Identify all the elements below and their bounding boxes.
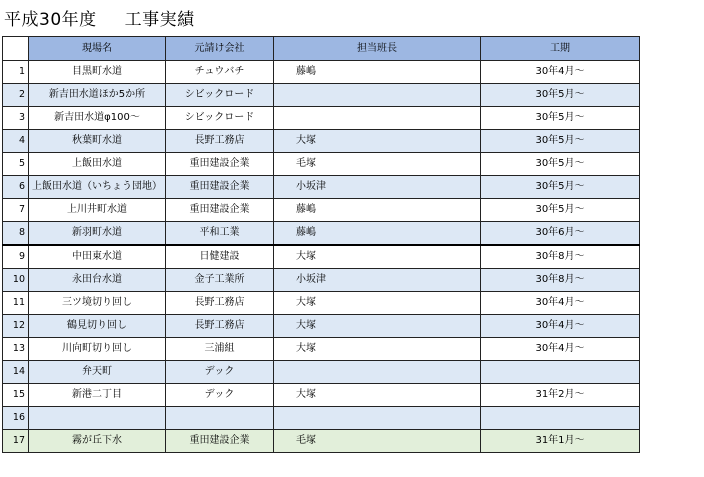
- period-cell: 30年4月～: [481, 61, 640, 84]
- site-name-cell: 目黒町水道: [29, 61, 166, 84]
- row-number: 10: [3, 269, 29, 292]
- contractor-cell: 重田建設企業: [166, 199, 274, 222]
- table-row: [3, 107, 640, 130]
- site-name-cell: 永田台水道: [29, 269, 166, 292]
- period-cell: 30年4月～: [481, 315, 640, 338]
- site-name-cell: 川向町切り回し: [29, 338, 166, 361]
- period-cell: [481, 361, 640, 384]
- period-cell: 30年4月～: [481, 338, 640, 361]
- title-subject: 工事実績: [124, 10, 195, 30]
- header-manager: 担当班長: [274, 37, 481, 61]
- table-body: [3, 61, 640, 453]
- site-name-cell: 秋葉町水道: [29, 130, 166, 153]
- table-row: [3, 315, 640, 338]
- period-cell: 30年5月～: [481, 84, 640, 107]
- row-number: 11: [3, 292, 29, 315]
- manager-cell: [274, 361, 481, 384]
- row-number: 2: [3, 84, 29, 107]
- table-row: [3, 222, 640, 246]
- row-number: 16: [3, 407, 29, 430]
- row-number: 7: [3, 199, 29, 222]
- period-cell: 30年5月～: [481, 199, 640, 222]
- table-row: [3, 269, 640, 292]
- row-number: 6: [3, 176, 29, 199]
- site-name-cell: 上飯田水道（いちょう団地）: [29, 176, 166, 199]
- contractor-cell: 三浦組: [166, 338, 274, 361]
- period-cell: 30年4月～: [481, 292, 640, 315]
- row-number: 1: [3, 61, 29, 84]
- site-name-cell: 鶴見切り回し: [29, 315, 166, 338]
- period-cell: 30年6月～: [481, 222, 640, 246]
- construction-record-table: [2, 36, 640, 453]
- table-row: [3, 199, 640, 222]
- period-cell: 30年5月～: [481, 130, 640, 153]
- site-name-cell: 三ツ境切り回し: [29, 292, 166, 315]
- manager-cell: [274, 84, 481, 107]
- site-name-cell: 上飯田水道: [29, 153, 166, 176]
- row-number: 15: [3, 384, 29, 407]
- row-number: 4: [3, 130, 29, 153]
- manager-cell: 大塚: [274, 384, 481, 407]
- manager-cell: 大塚: [274, 338, 481, 361]
- site-name-cell: 新吉田水道ほか5か所: [29, 84, 166, 107]
- contractor-cell: 重田建設企業: [166, 176, 274, 199]
- table-row: [3, 61, 640, 84]
- contractor-cell: 長野工務店: [166, 315, 274, 338]
- site-name-cell: 新吉田水道φ100～: [29, 107, 166, 130]
- table-row: [3, 176, 640, 199]
- row-number: 8: [3, 222, 29, 246]
- table-row: [3, 407, 640, 430]
- manager-cell: 大塚: [274, 130, 481, 153]
- site-name-cell: 上川井町水道: [29, 199, 166, 222]
- row-number: 12: [3, 315, 29, 338]
- period-cell: 30年8月～: [481, 245, 640, 269]
- manager-cell: 小坂津: [274, 269, 481, 292]
- table-row: [3, 130, 640, 153]
- site-name-cell: [29, 407, 166, 430]
- row-number: 5: [3, 153, 29, 176]
- row-number: 9: [3, 245, 29, 269]
- table-row: [3, 361, 640, 384]
- manager-cell: [274, 107, 481, 130]
- contractor-cell: 日健建設: [166, 245, 274, 269]
- manager-cell: 藤嶋: [274, 222, 481, 246]
- contractor-cell: 重田建設企業: [166, 153, 274, 176]
- contractor-cell: 長野工務店: [166, 130, 274, 153]
- contractor-cell: 金子工業所: [166, 269, 274, 292]
- period-cell: 30年5月～: [481, 153, 640, 176]
- site-name-cell: 弁天町: [29, 361, 166, 384]
- manager-cell: [274, 407, 481, 430]
- site-name-cell: 霧が丘下水: [29, 430, 166, 453]
- manager-cell: 大塚: [274, 315, 481, 338]
- table-row: [3, 338, 640, 361]
- manager-cell: 藤嶋: [274, 61, 481, 84]
- site-name-cell: 新港二丁目: [29, 384, 166, 407]
- row-number: 13: [3, 338, 29, 361]
- manager-cell: 藤嶋: [274, 199, 481, 222]
- contractor-cell: シビックロード: [166, 84, 274, 107]
- contractor-cell: デック: [166, 384, 274, 407]
- contractor-cell: シビックロード: [166, 107, 274, 130]
- header-row: [3, 37, 640, 61]
- table-row: [3, 384, 640, 407]
- title-year: 平成30年度: [4, 10, 97, 30]
- period-cell: 30年5月～: [481, 176, 640, 199]
- contractor-cell: デック: [166, 361, 274, 384]
- table-row: [3, 153, 640, 176]
- manager-cell: 大塚: [274, 292, 481, 315]
- manager-cell: 毛塚: [274, 430, 481, 453]
- contractor-cell: 平和工業: [166, 222, 274, 246]
- row-number: 3: [3, 107, 29, 130]
- row-number: 14: [3, 361, 29, 384]
- site-name-cell: 新羽町水道: [29, 222, 166, 246]
- contractor-cell: 重田建設企業: [166, 430, 274, 453]
- period-cell: [481, 407, 640, 430]
- contractor-cell: [166, 407, 274, 430]
- header-no: [3, 37, 29, 61]
- header-period: 工期: [481, 37, 640, 61]
- header-contractor: 元請け会社: [166, 37, 274, 61]
- table-row: [3, 292, 640, 315]
- contractor-cell: 長野工務店: [166, 292, 274, 315]
- table-row: [3, 245, 640, 269]
- manager-cell: 毛塚: [274, 153, 481, 176]
- header-site: 現場名: [29, 37, 166, 61]
- period-cell: 30年8月～: [481, 269, 640, 292]
- contractor-cell: チュウバチ: [166, 61, 274, 84]
- period-cell: 31年2月～: [481, 384, 640, 407]
- site-name-cell: 中田東水道: [29, 245, 166, 269]
- period-cell: 30年5月～: [481, 107, 640, 130]
- table-row: [3, 430, 640, 453]
- period-cell: 31年1月～: [481, 430, 640, 453]
- row-number: 17: [3, 430, 29, 453]
- table-row: [3, 84, 640, 107]
- manager-cell: 大塚: [274, 245, 481, 269]
- page-title: [4, 9, 195, 31]
- manager-cell: 小坂津: [274, 176, 481, 199]
